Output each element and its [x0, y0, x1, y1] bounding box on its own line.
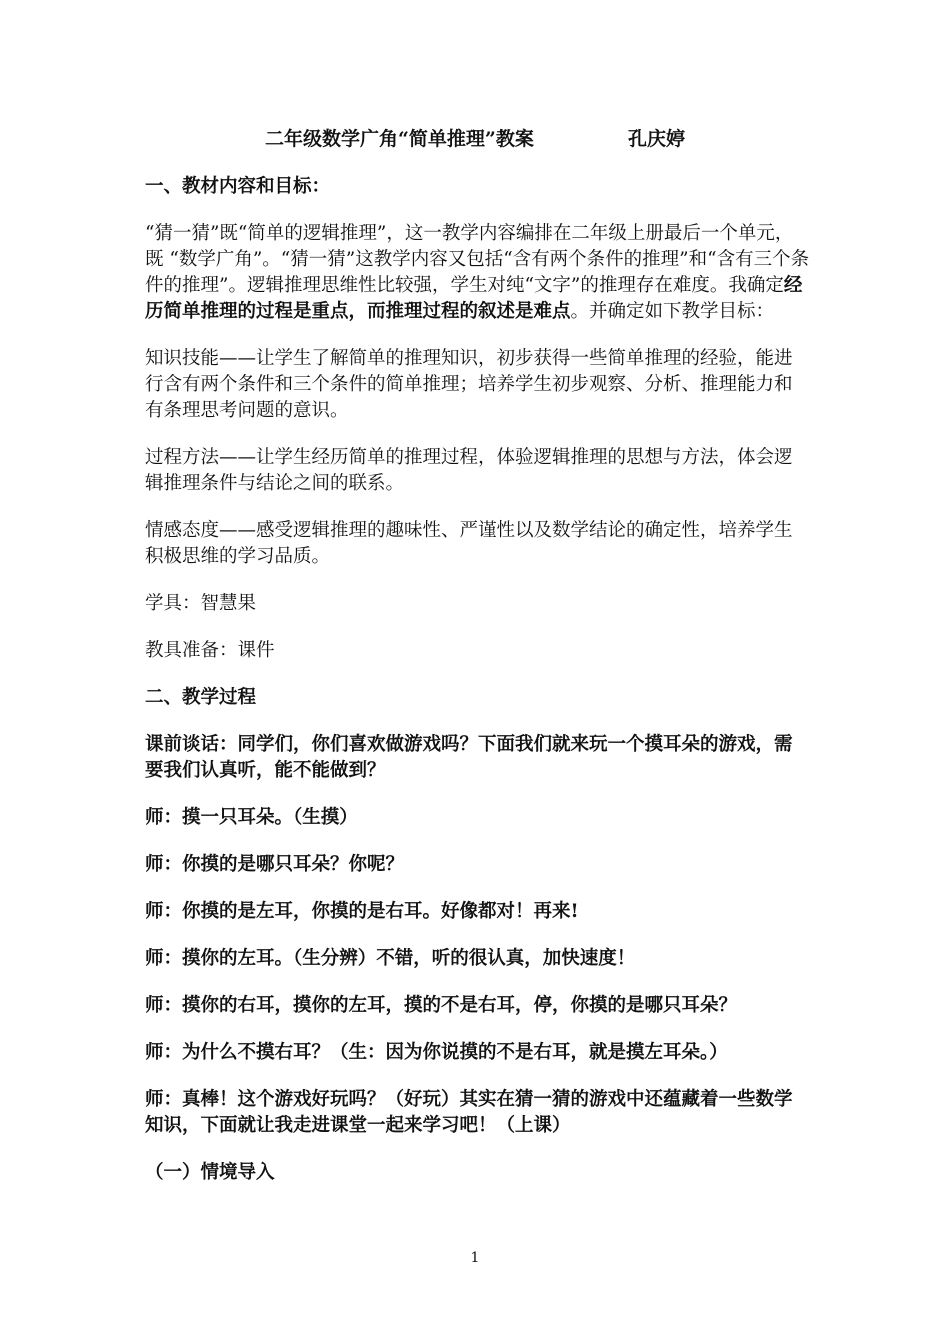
dialogue-line: 师：摸你的右耳，摸你的左耳，摸的不是右耳，停，你摸的是哪只耳朵？: [145, 995, 738, 1016]
dialogue-line: 课前谈话：同学们，你们喜欢做游戏吗？下面我们就来玩一个摸耳朵的游戏，需要我们认真听，能不能做到？: [145, 734, 793, 781]
intro-text-2: 。并确定如下教学目标：: [570, 301, 775, 322]
page-number: 1: [470, 1250, 480, 1266]
subsection-heading: （一）情境导入: [145, 1162, 275, 1183]
intro-emphasis: 经历简单推理的过程是重点，而推理过程的叙述是难点: [145, 275, 803, 322]
doc-author: 孔庆婷: [628, 128, 686, 150]
section2-heading: 二、教学过程: [145, 687, 257, 708]
document-page: [145, 118, 810, 1186]
goal-emotion: 情感态度——感受逻辑推理的趣味性、严谨性以及数学结论的确定性，培养学生积极思维的学习品质。: [145, 520, 793, 567]
dialogue-line: 师：为什么不摸右耳？（生：因为你说摸的不是右耳，就是摸左耳朵。）: [145, 1042, 728, 1063]
section1-heading: 一、教材内容和目标：: [145, 176, 331, 197]
dialogue-line: 师：你摸的是哪只耳朵？你呢？: [145, 854, 405, 875]
student-tools: 学具：智慧果: [145, 593, 257, 614]
title-row: [145, 118, 810, 154]
intro-text-1: “猜一猜”既“简单的逻辑推理”，这一教学内容编排在二年级上册最后一个单元，既 “数学广角”。“猜一猜”这教学内容又包括“含有两个条件的推理”和“含有三个条件的推理”。逻辑推理思维性比较强，学生对纯“文字”的推理存在难度。我确定: [145, 223, 810, 296]
dialogue-line: 师：摸你的左耳。（生分辨）不错，听的很认真，加快速度！: [145, 948, 636, 969]
dialogue-line: 师：真棒！这个游戏好玩吗？（好玩）其实在猜一猜的游戏中还蕴藏着一些数学知识，下面就让我走进课堂一起来学习吧！（上课）: [145, 1089, 793, 1136]
intro-paragraph: [145, 221, 810, 325]
doc-title: 二年级数学广角“简单推理”教案: [265, 128, 534, 150]
goal-knowledge: 知识技能——让学生了解简单的推理知识，初步获得一些简单推理的经验，能进行含有两个条件和三个条件的简单推理；培养学生初步观察、分析、推理能力和有条理思考问题的意识。: [145, 348, 793, 421]
dialogue-line: 师：摸一只耳朵。（生摸）: [145, 807, 358, 828]
teacher-tools: 教具准备：课件: [145, 640, 275, 661]
goal-process: 过程方法——让学生经历简单的推理过程，体验逻辑推理的思想与方法，体会逻辑推理条件与结论之间的联系。: [145, 447, 793, 494]
dialogue-line: 师：你摸的是左耳，你摸的是右耳。好像都对！再来!: [145, 901, 579, 922]
